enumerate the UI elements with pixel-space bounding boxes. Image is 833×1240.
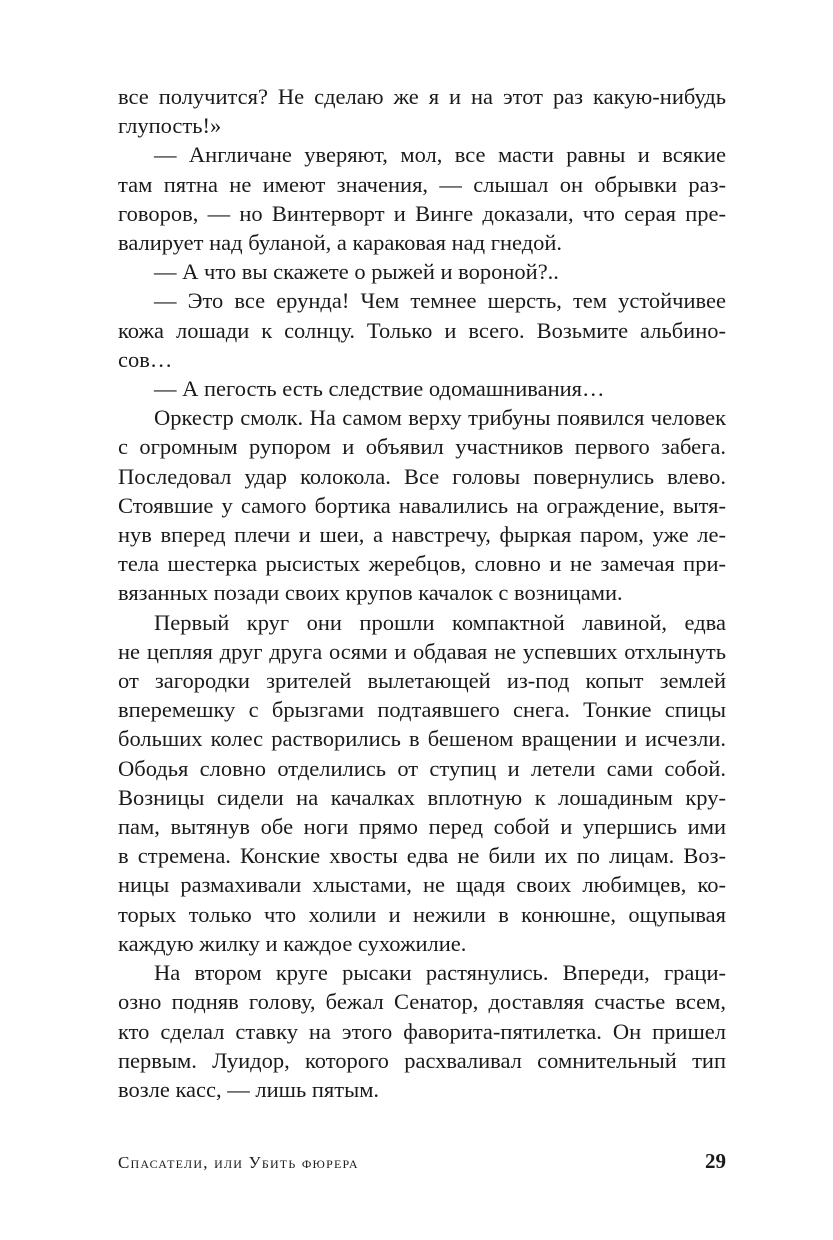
text-line: — Англичане уверяют, мол, все масти равны и всякие	[154, 142, 726, 168]
paragraph	[118, 958, 726, 1104]
paragraph	[118, 286, 726, 374]
text-line: все получится? Не сделаю же я и на этот раз какую-нибудь	[118, 84, 726, 109]
paragraph	[118, 140, 726, 257]
text-line: с огромным рупором и объявил участников первого забега.	[118, 434, 726, 460]
paragraph	[118, 257, 726, 286]
text-line: каждую жилку и каждое сухожилие.	[118, 930, 467, 956]
page-body-text	[118, 82, 726, 1104]
text-line: — А пегость есть следствие одомашнивания…	[154, 376, 605, 402]
text-line: кто сделал ставку на этого фаворита-пятилетка. Он пришел	[118, 1018, 726, 1044]
running-title: Спасатели, или Убить фюрера	[118, 1153, 359, 1172]
text-line: вязанных позади своих крупов качалок с возницами.	[118, 580, 623, 606]
text-line: Первый круг они прошли компактной лавиной, едва	[154, 609, 726, 635]
text-line: ницы размахивали хлыстами, не щадя своих любимцев, ко-	[118, 872, 726, 898]
text-line: Последовал удар колокола. Все головы повернулись влево.	[118, 463, 726, 489]
text-line: На втором круге рысаки растянулись. Впереди, граци-	[154, 960, 726, 986]
text-line: не цепляя друг друга осями и обдавая не успевших отхлынуть	[118, 638, 726, 664]
text-line: в стремена. Конские хвосты едва не били их по лицам. Воз-	[118, 843, 726, 869]
text-line: — А что вы скажете о рыжей и вороной?..	[154, 259, 559, 285]
text-line: кожа лошади к солнцу. Только и всего. Возьмите альбино-	[118, 317, 726, 343]
text-line: пам, вытянув обе ноги прямо перед собой и упершись ими	[118, 814, 726, 840]
text-line: говоров, — но Винтерворт и Винге доказали, что серая пре-	[118, 200, 726, 226]
text-line: валирует над буланой, а караковая над гнедой.	[118, 230, 563, 256]
paragraph	[118, 374, 726, 403]
text-line: Стоявшие у самого бортика навалились на ограждение, вытя-	[118, 492, 726, 518]
text-line: от загородки зрителей вылетающей из-под копыт землей	[118, 668, 726, 694]
text-line: возле касс, — лишь пятым.	[118, 1076, 380, 1102]
text-line: Ободья словно отделились от ступиц и летели сами собой.	[118, 755, 726, 781]
text-line: вперемешку с брызгами подтаявшего снега. Тонкие спицы	[118, 697, 726, 723]
paragraph	[118, 403, 726, 607]
text-line: глупость!»	[118, 113, 222, 139]
text-line: нув вперед плечи и шеи, а навстречу, фыркая паром, уже ле-	[118, 522, 726, 548]
text-line: больших колес растворились в бешеном вращении и исчезли.	[118, 726, 726, 752]
text-line: торых только что холили и нежили в конюшне, ощупывая	[118, 901, 726, 927]
text-line: там пятна не имеют значения, — слышал он обрывки раз-	[118, 171, 726, 197]
text-line: озно подняв голову, бежал Сенатор, доставляя счастье всем,	[118, 989, 726, 1015]
text-line: тела шестерка рысистых жеребцов, словно и не замечая при-	[118, 551, 726, 577]
text-line: Оркестр смолк. На самом верху трибуны появился человек	[154, 405, 726, 431]
paragraph	[118, 82, 726, 140]
page-number: 29	[705, 1149, 726, 1173]
paragraph	[118, 608, 726, 958]
text-line: Возницы сидели на качалках вплотную к лошадиным кру-	[118, 784, 726, 810]
text-line: сов…	[118, 346, 173, 372]
text-line: первым. Луидор, которого расхваливал сомнительный тип	[118, 1047, 726, 1073]
text-line: — Это все ерунда! Чем темнее шерсть, тем устойчивее	[154, 288, 726, 314]
page-footer	[118, 1149, 726, 1177]
